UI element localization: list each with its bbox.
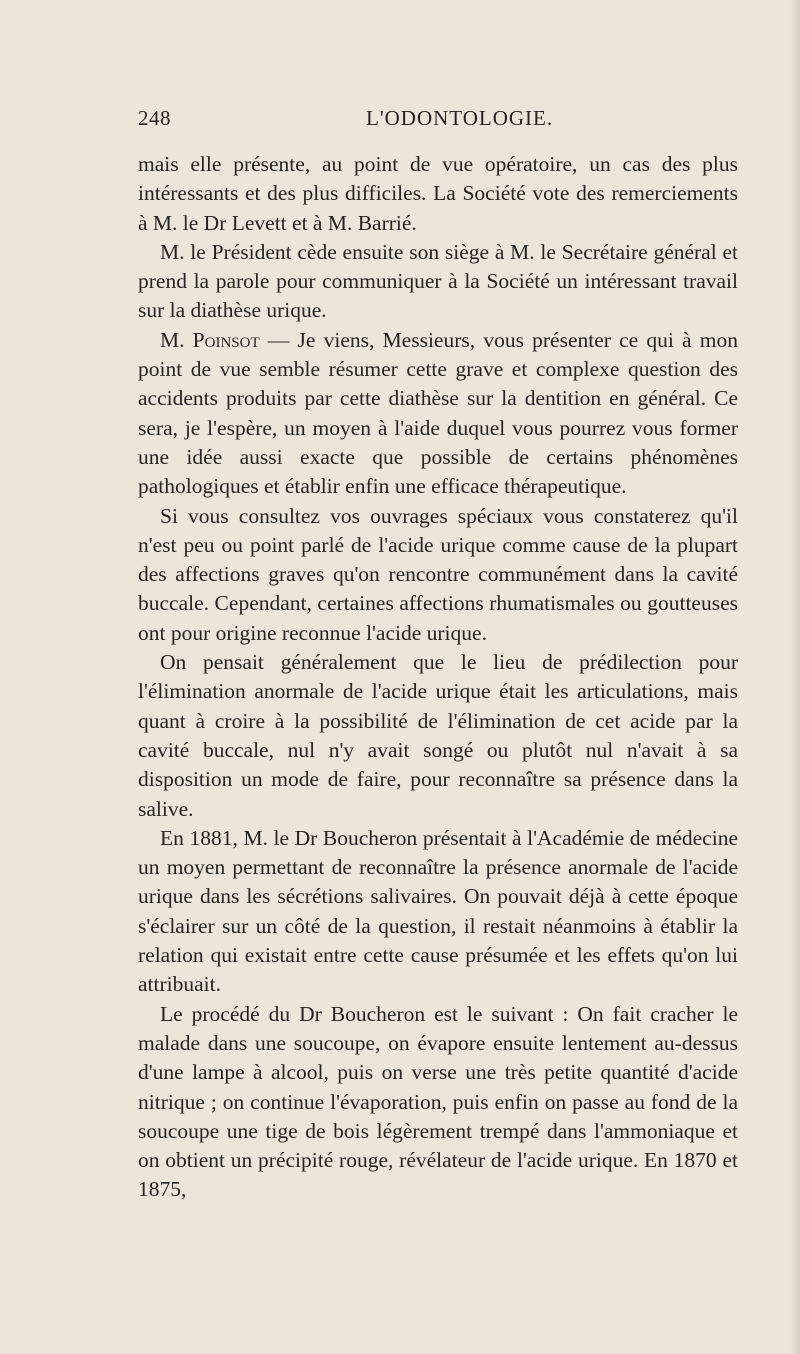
paragraph [138,326,738,502]
paragraph: M. le Président cède ensuite son siège à M. le Secrétaire général et prend la parole pour communiquer à la Société un intéressant travail sur la diathèse urique. [138,239,738,323]
page-number: 248 [138,106,171,130]
speech-text: — Je viens, Messieurs, vous présenter ce qui à mon point de vue semble résumer cette grave et complexe question des accidents produits par cette diathèse sur la dentition en général. Ce sera, je l'espère, un moyen à l'aide duquel vous pourrez vous former une idée aussi exacte que possible de certains phénomènes pathologiques et établir enfin une efficace thérapeutique. [138,327,738,499]
page-edge-shadow [790,0,800,1354]
page-header [138,106,738,140]
body-text [138,150,738,1205]
running-title: L'ODONTOLOGIE. [366,106,554,130]
paragraph: En 1881, M. le Dr Boucheron présentait à l'Académie de médecine un moyen permettant de reconnaître la présence anormale de l'acide urique dans les sécrétions salivaires. On pouvait déjà à cette époque s'éclairer sur un côté de la question, il restait néanmoins à établir la relation qui existait entre cette cause présumée et les effets qu'on lui attribuait. [138,825,738,997]
paragraph: On pensait généralement que le lieu de prédilection pour l'élimination anormale de l'acide urique était les articulations, mais quant à croire à la possibilité de l'élimination de cet acide par la cavité buccale, nul n'y avait songé ou plutôt nul n'avait à sa disposition un mode de faire, pour reconnaître sa présence dans la salive. [138,650,738,821]
speaker-name: M. Poinsot [160,327,260,352]
paragraph: Si vous consultez vos ouvrages spéciaux vous constaterez qu'il n'est peu ou point parlé de l'acide urique comme cause de la plupart des affections graves qu'on rencontre communément dans la cavité buccale. Cependant, certaines affections rhumatismales ou goutteuses ont pour origine reconnue l'acide urique. [138,503,738,645]
paragraph: mais elle présente, au point de vue opératoire, un cas des plus intéressants et des plus difficiles. La Société vote des remerciements à M. le Dr Levett et à M. Barrié. [138,152,738,235]
paragraph: Le procédé du Dr Boucheron est le suivant : On fait cracher le malade dans une soucoupe, on évapore ensuite lentement au-dessus d'une lampe à alcool, puis on verse une très petite quantité d'acide nitrique ; on continue l'évaporation, puis enfin on passe au fond de la soucoupe une tige de bois légèrement trempé dans l'ammoniaque et on obtient un précipité rouge, révélateur de l'acide urique. En 1870 et 1875, [138,1001,738,1202]
